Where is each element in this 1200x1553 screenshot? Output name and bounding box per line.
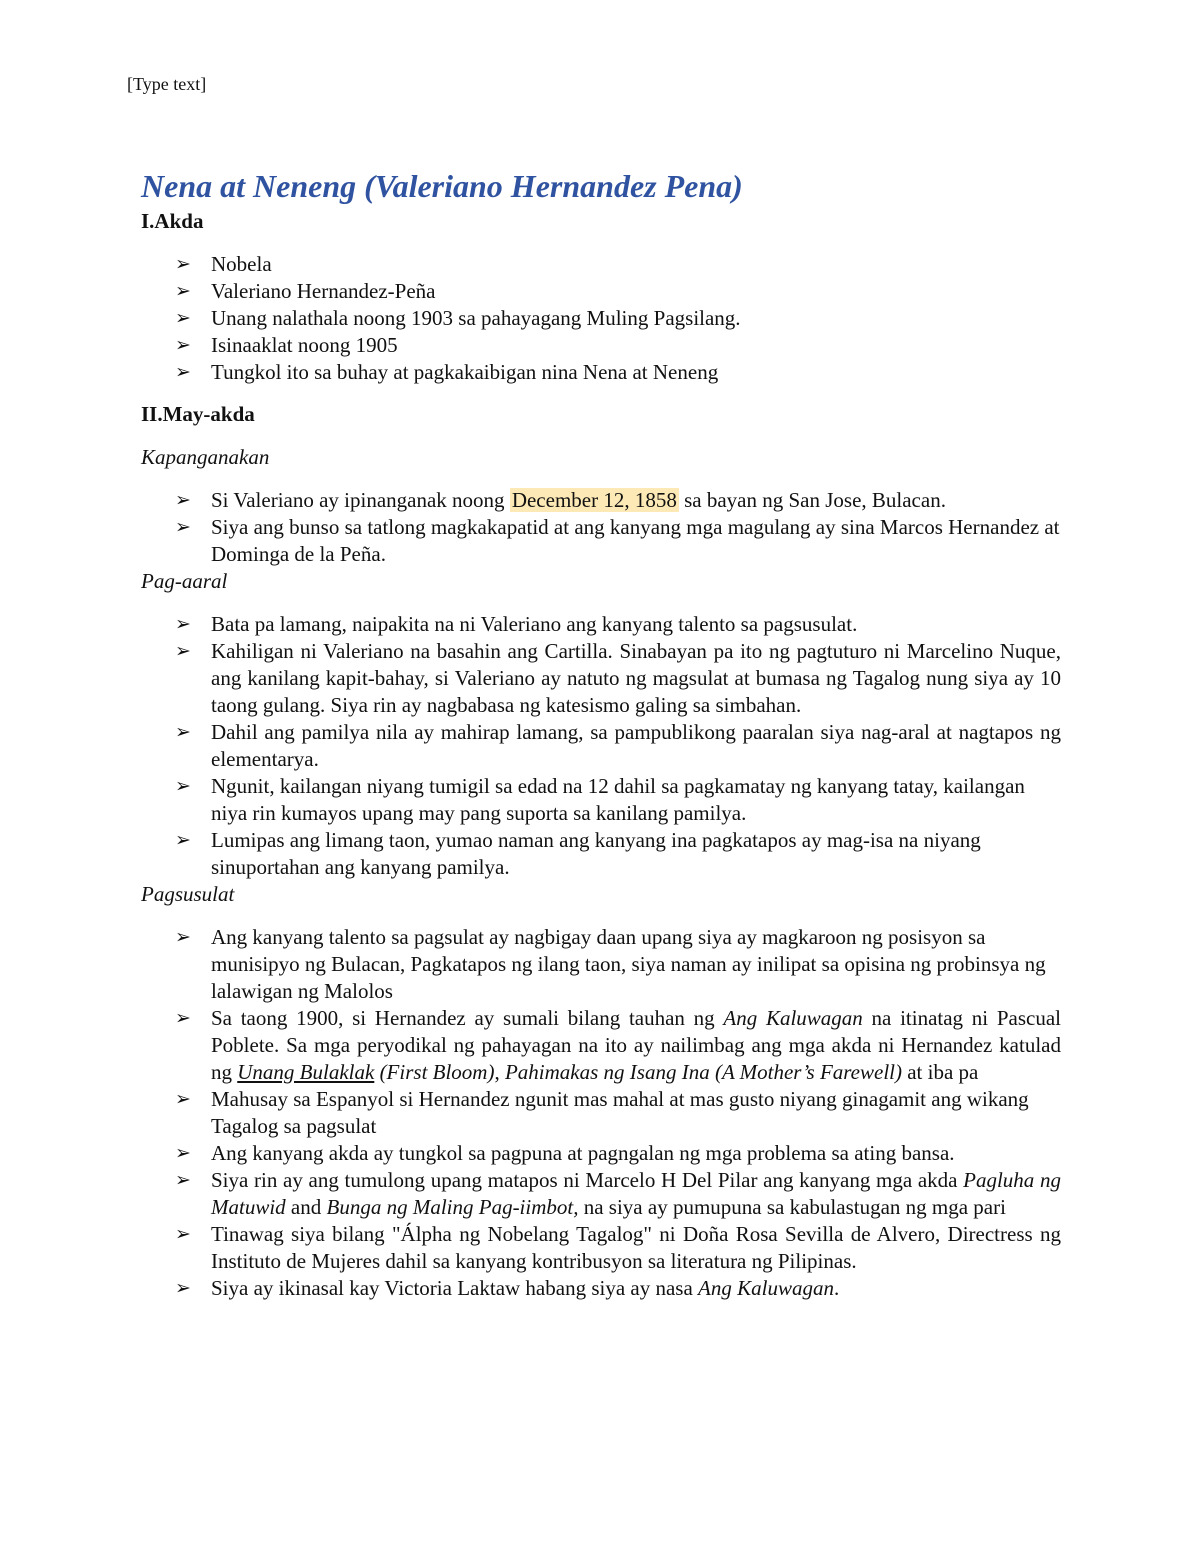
pagsusulat-list [141, 924, 1061, 1302]
arrow-bullet-icon: ➢ [175, 775, 191, 797]
list-item: ➢ Siya ang bunso sa tatlong magkakapatid at ang kanyang mga magulang ay sina Marcos Hernandez at Dominga de la Peña. [175, 515, 1060, 566]
arrow-bullet-icon: ➢ [175, 1088, 191, 1110]
highlighted-date: December 12, 1858 [511, 488, 677, 512]
document-body [141, 164, 1061, 1302]
list-item: ➢ Tungkol ito sa buhay at pagkakaibigan nina Nena at Neneng [175, 360, 719, 384]
list-item: ➢ Lumipas ang limang taon, yumao naman ang kanyang ina pagkatapos ay mag-isa na niyang sinuportahan ang kanyang pamilya. [175, 828, 981, 879]
akda-list [141, 251, 1061, 386]
subheading-pagsusulat: Pagsusulat [141, 882, 235, 906]
arrow-bullet-icon: ➢ [175, 1277, 191, 1299]
list-item: ➢ Nobela [175, 252, 272, 276]
arrow-bullet-icon: ➢ [175, 640, 191, 662]
section-heading-akda: I.Akda [141, 209, 204, 233]
list-item: ➢ Siya ay ikinasal kay Victoria Laktaw habang siya ay nasa Ang Kaluwagan. [175, 1276, 840, 1300]
list-item: ➢ Tinawag siya bilang "Álpha ng Nobelang Tagalog" ni Doña Rosa Sevilla de Alvero, Directress ng Instituto de Mujeres dahil sa kanyang kontribusyon sa literatura ng Pilipinas. [175, 1222, 1061, 1273]
subheading-pag-aaral: Pag-aaral [141, 569, 228, 593]
arrow-bullet-icon: ➢ [175, 926, 191, 948]
list-item: ➢ Sa taong 1900, si Hernandez ay sumali bilang tauhan ng Ang Kaluwagan na itinatag ni Pascual Poblete. Sa mga peryodikal ng pahayagan na ito ay nailimbag ang mga akda ni Hernandez katulad ng Unang Bulaklak (First Bloom), Pahimakas ng Isang Ina (A Mother’s Farewell) at iba pa [175, 1006, 1061, 1084]
list-item: ➢ Si Valeriano ay ipinanganak noong December 12, 1858 sa bayan ng San Jose, Bulacan. [175, 488, 946, 512]
subheading-kapanganakan: Kapanganakan [141, 445, 270, 469]
arrow-bullet-icon: ➢ [175, 1223, 191, 1245]
arrow-bullet-icon: ➢ [175, 1142, 191, 1164]
list-item: ➢ Dahil ang pamilya nila ay mahirap lamang, sa pampublikong paaralan siya nag-aral at nagtapos ng elementarya. [175, 720, 1061, 771]
arrow-bullet-icon: ➢ [175, 1007, 191, 1029]
arrow-bullet-icon: ➢ [175, 613, 191, 635]
list-item: ➢ Bata pa lamang, naipakita na ni Valeriano ang kanyang talento sa pagsusulat. [175, 612, 858, 636]
arrow-bullet-icon: ➢ [175, 516, 191, 538]
list-item: ➢ Unang nalathala noong 1903 sa pahayagang Muling Pagsilang. [175, 306, 741, 330]
pag-aaral-list [141, 611, 1061, 881]
document-title: Nena at Neneng (Valeriano Hernandez Pena) [141, 168, 743, 204]
list-item: ➢ Ngunit, kailangan niyang tumigil sa edad na 12 dahil sa pagkamatay ng kanyang tatay, kailangan niya rin kumayos upang may pang suporta sa kanilang pamilya. [175, 774, 1025, 825]
arrow-bullet-icon: ➢ [175, 1169, 191, 1191]
arrow-bullet-icon: ➢ [175, 253, 191, 275]
list-item: ➢ Kahiligan ni Valeriano na basahin ang Cartilla. Sinabayan pa ito ng pagtuturo ni Marcelino Nuque, ang kanilang kapit-bahay, si Valeriano ay natuto ng magsulat at bumasa ng Tagalog nung siya ay 10 taong gulang. Siya rin ay nagbabasa ng katesismo galing sa simbahan. [175, 639, 1061, 717]
section-heading-may-akda: II.May-akda [141, 402, 255, 426]
list-item: ➢ Siya rin ay ang tumulong upang matapos ni Marcelo H Del Pilar ang kanyang mga akda Pagluha ng Matuwid and Bunga ng Maling Pag-iimbot, na siya ay pumupuna sa kabulastugan ng mga pari [175, 1168, 1061, 1219]
list-item: ➢ Valeriano Hernandez-Peña [175, 279, 436, 303]
list-item: ➢ Mahusay sa Espanyol si Hernandez ngunit mas mahal at mas gusto niyang ginagamit ang wikang Tagalog sa pagsulat [175, 1087, 1029, 1138]
header-placeholder[interactable]: [Type text] [127, 74, 207, 94]
arrow-bullet-icon: ➢ [175, 280, 191, 302]
arrow-bullet-icon: ➢ [175, 361, 191, 383]
arrow-bullet-icon: ➢ [175, 489, 191, 511]
list-item: ➢ Ang kanyang akda ay tungkol sa pagpuna at pagngalan ng mga problema sa ating bansa. [175, 1141, 955, 1165]
list-item: ➢ Isinaaklat noong 1905 [175, 333, 398, 357]
arrow-bullet-icon: ➢ [175, 721, 191, 743]
arrow-bullet-icon: ➢ [175, 334, 191, 356]
list-item: ➢ Ang kanyang talento sa pagsulat ay nagbigay daan upang siya ay magkaroon ng posisyon sa munisipyo ng Bulacan, Pagkatapos ng ilang taon, siya naman ay inilipat sa opisina ng probinsya ng lalawigan ng Malolos [175, 925, 1046, 1003]
kapanganakan-list [141, 487, 1061, 568]
arrow-bullet-icon: ➢ [175, 829, 191, 851]
arrow-bullet-icon: ➢ [175, 307, 191, 329]
